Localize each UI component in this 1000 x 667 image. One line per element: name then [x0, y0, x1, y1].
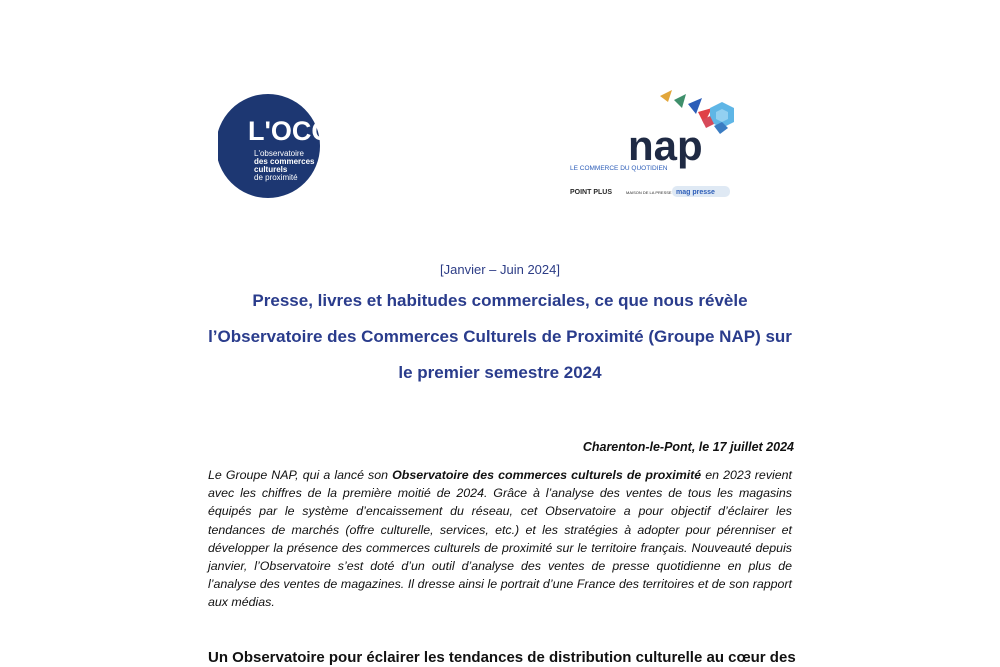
- intro-text-2: en 2023 revient avec les chiffres de la première moitié de 2024. Grâce à l’analyse des ventes de tous les magasins équipés par le système d’encaissement du réseau, cet Observatoire a pour objectif d’éclairer les tendances de marchés (offre culturelle, services, etc.) et les stratégies à adopter pour pérenniser et développer la présence des commerces culturels de proximité sur le territoire français. Nouveauté depuis janvier, l’Observatoire s’est doté d’un outil d’analyse des ventes de presse quotidienne en plus de l’analyse des ventes de magazines. Il dresse ainsi le portrait d’une France des territoires et de son rapport aux médias.: [208, 468, 792, 610]
- occp-logo-circle: [218, 94, 320, 198]
- occp-tagline-line-2: des commerces: [254, 157, 315, 166]
- occp-tagline-line-3: culturels: [254, 165, 288, 174]
- intro-paragraph: [208, 466, 792, 612]
- intro-bold-text: Observatoire des commerces culturels de proximité: [392, 468, 702, 482]
- title-line-2: l’Observatoire des Commerces Culturels de Proximité (Groupe NAP) sur: [208, 327, 792, 346]
- nap-logo-mark: nap: [628, 122, 703, 169]
- nap-brand-point-plus: POINT PLUS: [570, 189, 613, 196]
- nap-logo: [564, 86, 744, 206]
- page-title: [180, 283, 820, 391]
- section-heading: Un Observatoire pour éclairer les tendances de distribution culturelle au cœur des: [208, 649, 796, 666]
- nap-brand-maison: MAISON DE LA PRESSE: [626, 190, 672, 195]
- occp-tagline-line-1: L'observatoire: [254, 149, 304, 158]
- nap-triangle-green: [674, 94, 686, 108]
- period-label: [Janvier – Juin 2024]: [440, 262, 560, 277]
- intro-text-1: Le Groupe NAP, qui a lancé son: [208, 468, 393, 482]
- occp-tagline-line-4: de proximité: [254, 173, 298, 182]
- title-line-1: Presse, livres et habitudes commerciales, ce que nous révèle: [252, 291, 748, 310]
- title-line-3: le premier semestre 2024: [398, 363, 602, 382]
- nap-tagline: LE COMMERCE DU QUOTIDIEN: [570, 165, 668, 172]
- dateline: Charenton-le-Pont, le 17 juillet 2024: [582, 440, 794, 454]
- occp-logo: [218, 90, 378, 202]
- nap-triangle-orange: [660, 90, 672, 102]
- occp-logo-mark: L'OCCP: [248, 116, 349, 146]
- header-logos: [208, 86, 798, 206]
- nap-brand-mag-presse: mag presse: [676, 189, 715, 196]
